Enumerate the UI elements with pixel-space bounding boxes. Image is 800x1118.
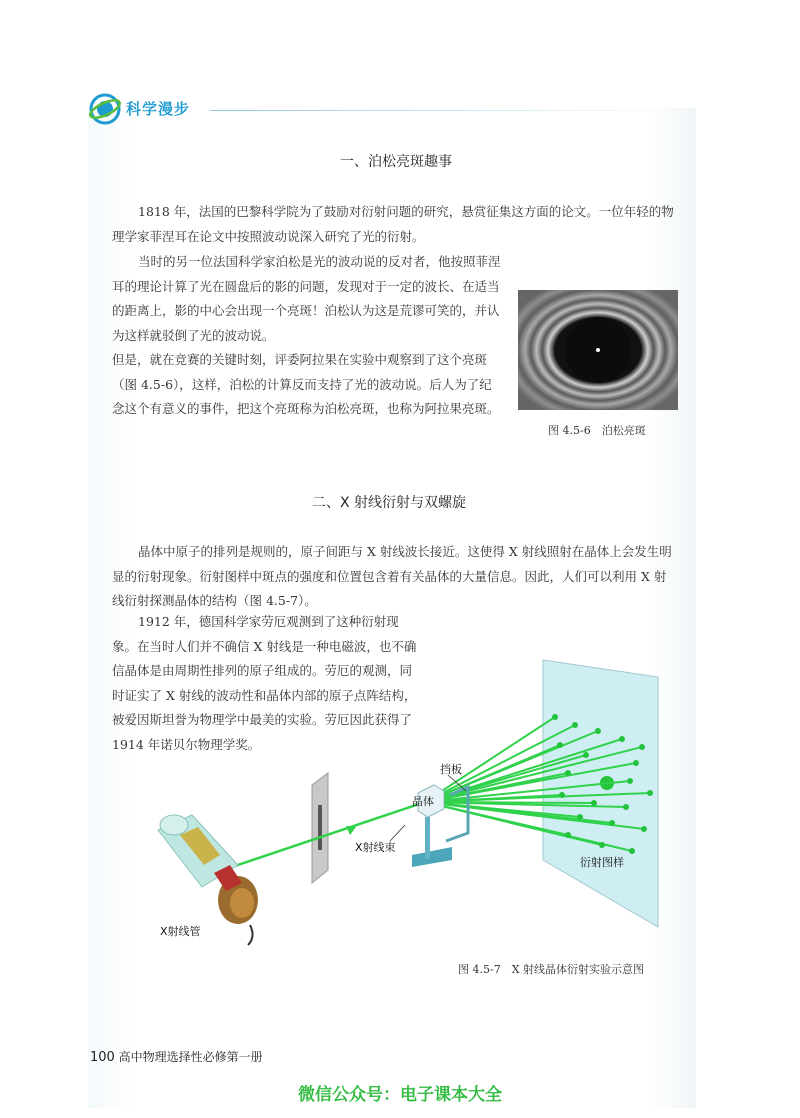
section1-paragraph-1: 1818 年，法国的巴黎科学院为了鼓励对衍射问题的研究，悬赏征集这方面的论文。一位年轻的物理学家菲涅耳在论文中按照波动说深入研究了光的衍射。 — [112, 204, 674, 244]
section1-paragraph-2-text: 当时的另一位法国科学家泊松是光的波动说的反对者，他按照菲涅耳的理论计算了光在圆盘后的影的问题，发现对于一定的波长、在适当的距离上，影的中心会出现一个亮斑！泊松认为这是荒谬可笑的，并认为这样就驳倒了光的波动说。 — [112, 254, 501, 343]
header-divider — [210, 110, 696, 111]
label-crystal: 晶体 — [412, 795, 434, 808]
section2-paragraph-1: 晶体中原子的排列是规则的，原子间距与 X 射线波长接近。这使得 X 射线照射在晶体上会发生明显的衍射现象。衍射图样中斑点的强度和位置包含着有关晶体的大量信息。因此，人们可以利用 X 射线衍射探测晶体的结构（图 4.5-7）。 — [112, 544, 672, 608]
wechat-watermark: 微信公众号：电子课本大全 — [298, 1085, 502, 1105]
label-beam: X射线束 — [355, 841, 396, 854]
section-header — [88, 92, 696, 128]
crystal-stand — [412, 847, 452, 867]
header-title: 科学漫步 — [126, 100, 191, 118]
book-title: 高中物理选择性必修第一册 — [118, 1050, 263, 1064]
page-number: 100 — [90, 1050, 115, 1065]
page-footer — [90, 1048, 263, 1065]
section1-title: 一、泊松亮斑趣事 — [340, 154, 452, 170]
section2-paragraph-2: 1912 年，德国科学家劳厄观测到了这种衍射现象。在当时人们并不确信 X 射线是一种电磁波，也不确信晶体是由周期性排列的原子组成的。劳厄的观测，同时证实了 X 射线的波动性和晶体内部的原子点阵结构，被爱因斯坦誉为物理学中最美的实验。劳厄因此获得了 1914 年诺贝尔物理学奖。 — [112, 614, 417, 752]
xray-diffraction-diagram — [150, 655, 680, 955]
section2-title: 二、X 射线衍射与双螺旋 — [312, 495, 467, 511]
figure-4-5-6-caption: 图 4.5-6 泊松亮斑 — [548, 424, 646, 437]
label-tube: X射线管 — [160, 925, 201, 938]
label-blocker: 挡板 — [440, 763, 462, 776]
science-globe-icon — [88, 92, 122, 126]
label-pattern: 衍射图样 — [580, 856, 624, 869]
section1-paragraph-3: 但是，就在竞赛的关键时刻，评委阿拉果在实验中观察到了这个亮斑（图 4.5-6），这样，泊松的计算反而支持了光的波动说。后人为了纪念这个有意义的事件，把这个亮斑称为泊松亮斑，也称为阿拉果亮斑。 — [112, 352, 500, 416]
poisson-spot-photo — [518, 290, 678, 410]
figure-4-5-7-caption: 图 4.5-7 X 射线晶体衍射实验示意图 — [458, 963, 645, 976]
